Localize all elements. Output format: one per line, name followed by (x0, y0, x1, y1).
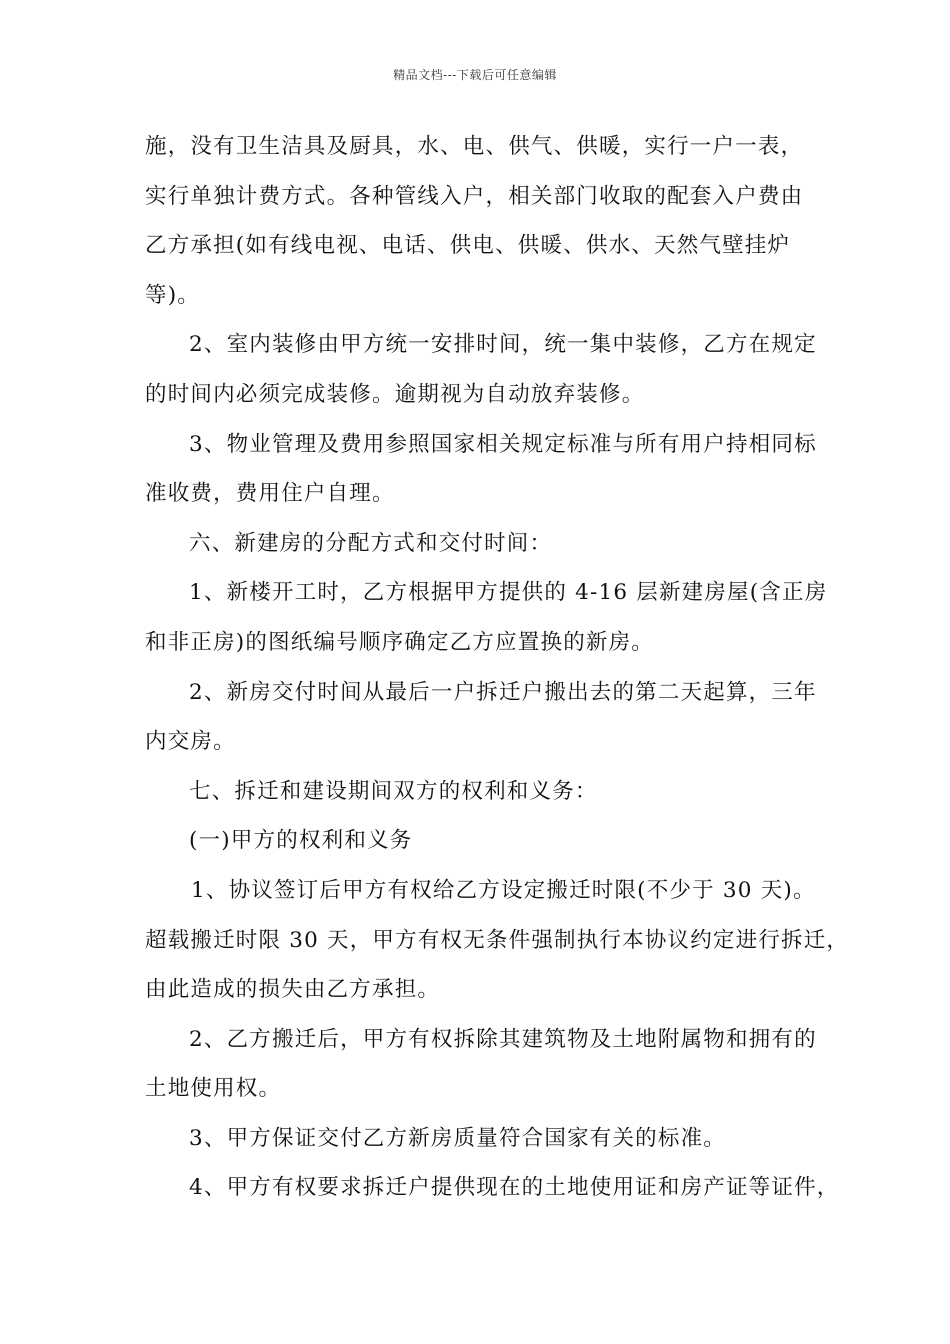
text-line: 土地使用权。 (145, 1076, 282, 1102)
paragraph-start: 2、乙方搬迁后，甲方有权拆除其建筑物及土地附属物和拥有的 (189, 1026, 817, 1052)
text-line: 内交房。 (145, 729, 236, 755)
text-line: 由此造成的损失由乙方承担。 (145, 977, 441, 1003)
text-line: 实行单独计费方式。各种管线入户，相关部门收取的配套入户费由 (145, 183, 804, 209)
document-body (145, 132, 850, 1223)
text-line: 准收费，费用住户自理。 (145, 481, 395, 507)
section-heading: 七、拆迁和建设期间双方的权利和义务： (189, 778, 598, 804)
paragraph-start: 1、新楼开工时，乙方根据甲方提供的 4-16 层新建房屋(含正房 (189, 580, 828, 606)
text-line: 超载搬迁时限 30 天，甲方有权无条件强制执行本协议约定进行拆迁， (145, 927, 850, 953)
text-line: 的时间内必须完成装修。逾期视为自动放弃装修。 (145, 381, 645, 407)
paragraph-start: 3、甲方保证交付乙方新房质量符合国家有关的标准。 (189, 1125, 726, 1151)
paragraph-start: 2、新房交付时间从最后一户拆迁户搬出去的第二天起算，三年 (189, 679, 817, 705)
text-line: 和非正房)的图纸编号顺序确定乙方应置换的新房。 (145, 629, 654, 655)
paragraph-start: 1、协议签订后甲方有权给乙方设定搬迁时限(不少于 30 天)。 (191, 877, 816, 903)
paragraph-start: 3、物业管理及费用参照国家相关规定标准与所有用户持相同标 (189, 431, 817, 457)
page-header: 精品文档---下载后可任意编辑 (393, 68, 557, 82)
text-line: 等)。 (145, 282, 200, 308)
paragraph-start: 2、室内装修由甲方统一安排时间，统一集中装修，乙方在规定 (189, 332, 817, 358)
text-line: 乙方承担(如有线电视、电话、供电、供暖、供水、天然气壁挂炉 (145, 233, 791, 259)
text-line: 施，没有卫生洁具及厨具，水、电、供气、供暖，实行一户一表， (145, 134, 804, 159)
subsection-heading: (一)甲方的权利和义务 (189, 828, 413, 854)
paragraph-start: 4、甲方有权要求拆迁户提供现在的土地使用证和房产证等证件， (189, 1175, 840, 1201)
section-heading: 六、新建房的分配方式和交付时间： (189, 530, 553, 556)
